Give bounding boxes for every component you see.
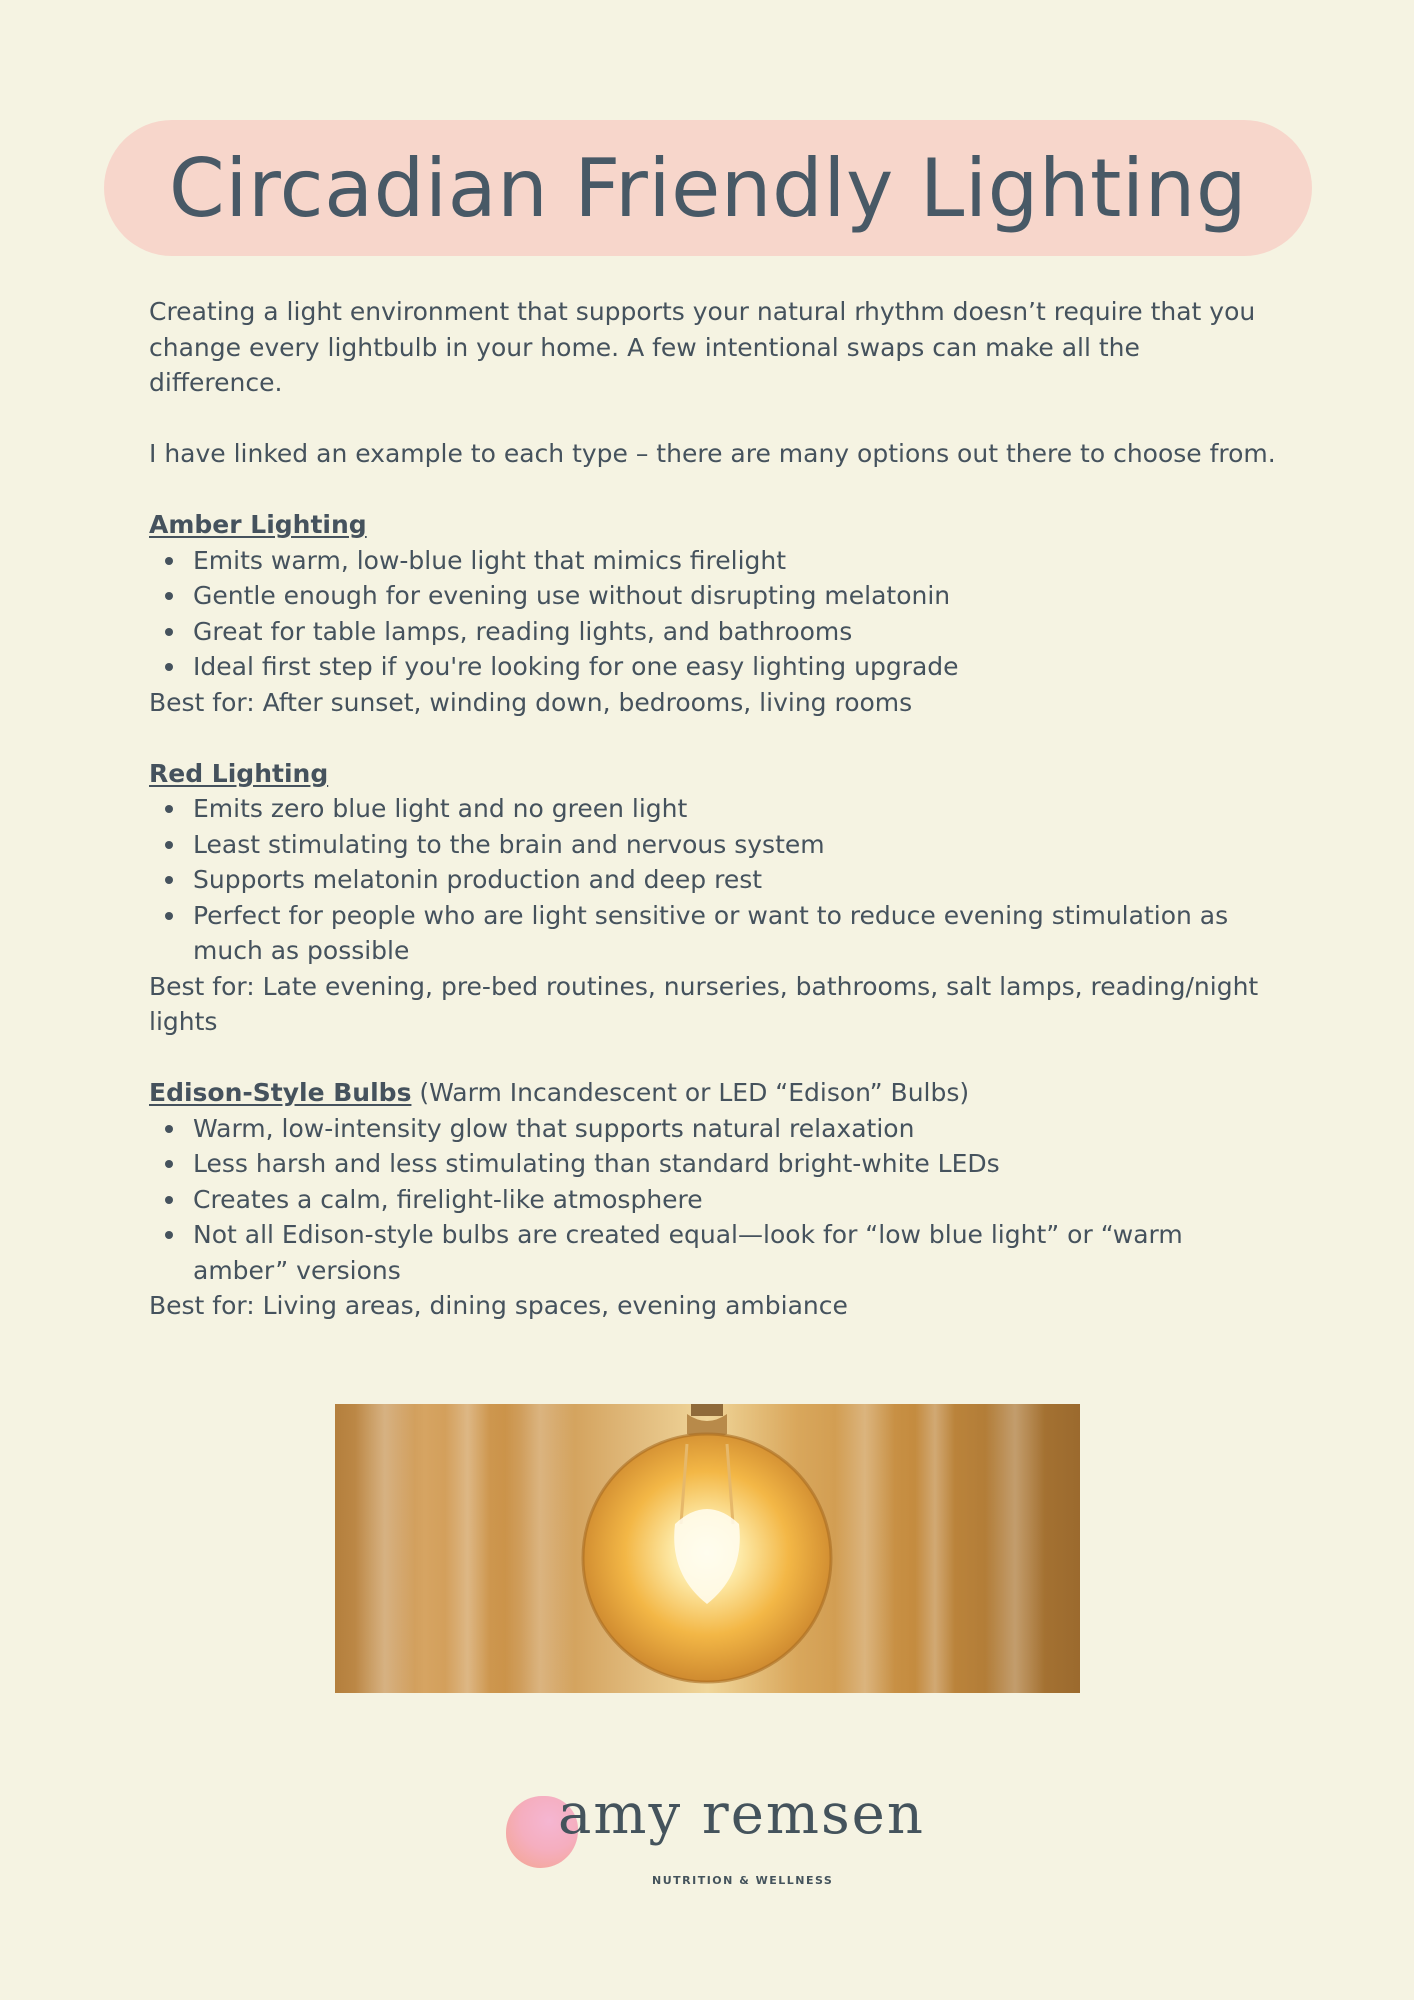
list-item: Ideal first step if you're looking for one easy lighting upgrade	[193, 649, 1279, 685]
section-edison-bulbs	[149, 1075, 1279, 1324]
brand-logo	[506, 1782, 926, 1890]
section-heading-red: Red Lighting	[149, 758, 329, 788]
best-for-red: Best for: Late evening, pre-bed routines, nurseries, bathrooms, salt lamps, reading/night lights	[149, 971, 1259, 1036]
logo-name: amy remsen	[558, 1782, 925, 1847]
list-item: Emits zero blue light and no green light	[193, 791, 1279, 827]
list-item: Warm, low-intensity glow that supports natural relaxation	[193, 1111, 1279, 1147]
page-title: Circadian Friendly Lighting	[168, 141, 1248, 235]
section-heading-amber: Amber Lighting	[149, 510, 367, 539]
best-for-edison: Best for: Living areas, dining spaces, evening ambiance	[149, 1291, 848, 1320]
section-amber-lighting	[149, 507, 1279, 720]
list-item: Creates a calm, firelight-like atmosphere	[193, 1182, 1279, 1218]
list-item: Supports melatonin production and deep rest	[193, 862, 1279, 898]
intro-paragraph-1: Creating a light environment that supports your natural rhythm doesn’t require that you change every lightbulb in your home. A few intentional swaps can make all the difference.	[149, 297, 1256, 397]
section-heading-edison: Edison-Style Bulbs	[149, 1078, 412, 1107]
title-banner	[104, 120, 1312, 256]
edison-bullet-list	[149, 1111, 1279, 1289]
list-item: Not all Edison-style bulbs are created equal—look for “low blue light” or “warm amber” versions	[193, 1217, 1279, 1288]
list-item: Emits warm, low-blue light that mimics firelight	[193, 543, 1279, 579]
intro-paragraph-2: I have linked an example to each type – there are many options out there to choose from.	[149, 439, 1276, 468]
list-item: Less harsh and less stimulating than standard bright-white LEDs	[193, 1146, 1279, 1182]
section-red-lighting	[149, 756, 1279, 1040]
amber-bullet-list	[149, 543, 1279, 685]
logo-tagline: NUTRITION & WELLNESS	[652, 1874, 834, 1887]
list-item: Least stimulating to the brain and nervous system	[193, 827, 1279, 863]
list-item: Great for table lamps, reading lights, and bathrooms	[193, 614, 1279, 650]
list-item: Perfect for people who are light sensitive or want to reduce evening stimulation as much as possible	[193, 898, 1279, 969]
section-heading-edison-note: (Warm Incandescent or LED “Edison” Bulbs)	[419, 1078, 970, 1107]
red-bullet-list	[149, 791, 1279, 969]
document-body	[149, 294, 1279, 1324]
best-for-amber: Best for: After sunset, winding down, bedrooms, living rooms	[149, 687, 913, 717]
edison-bulb-photo	[335, 1404, 1080, 1693]
lightbulb-icon	[335, 1404, 1080, 1693]
list-item: Gentle enough for evening use without disrupting melatonin	[193, 578, 1279, 614]
